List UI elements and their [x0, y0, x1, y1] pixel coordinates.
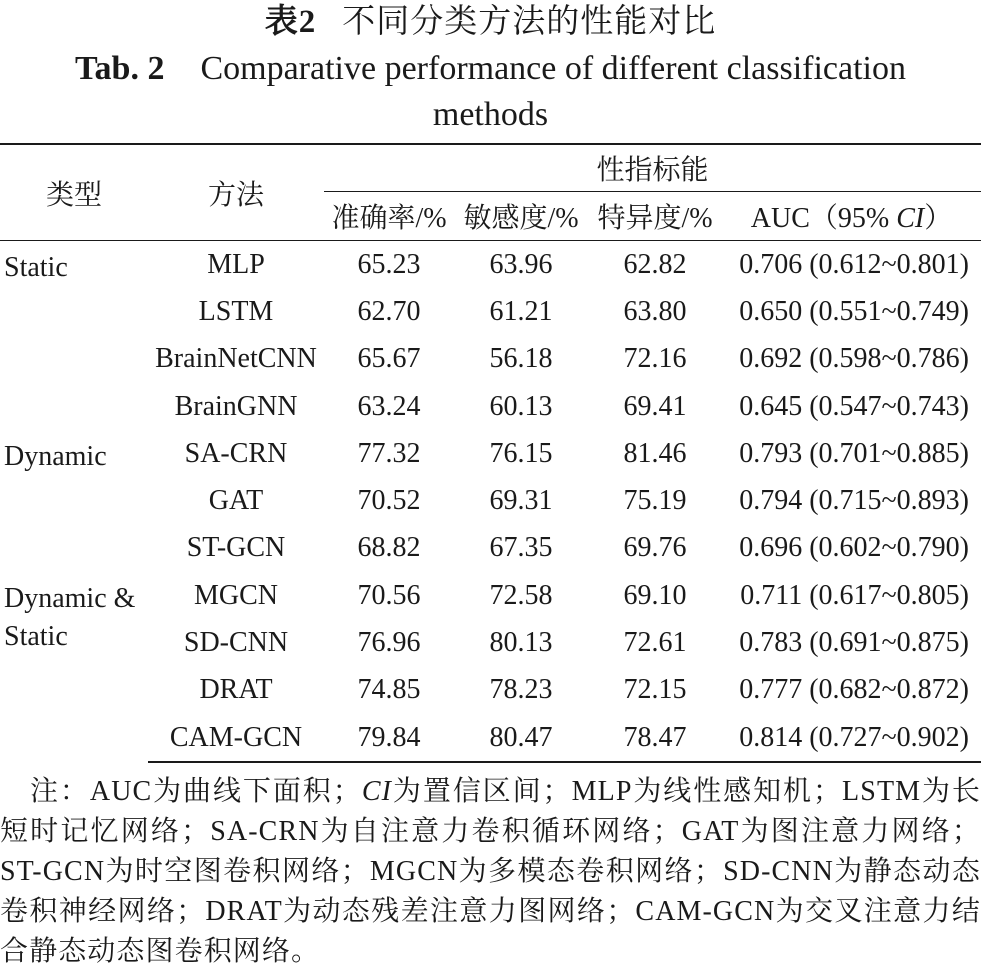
row-specificity: 78.47	[588, 714, 722, 762]
row-specificity: 81.46	[623, 437, 687, 469]
header-auc	[722, 192, 981, 241]
row-method: LSTM	[198, 295, 274, 327]
table-row	[0, 383, 981, 430]
row-auc: 0.794 (0.715~0.893)	[739, 485, 969, 517]
header-specificity: 特异度/%	[588, 192, 722, 241]
table-row	[0, 430, 981, 477]
row-specificity: 75.19	[623, 485, 687, 517]
row-method: ST-GCN	[186, 532, 286, 564]
row-method: BrainGNN	[174, 390, 298, 422]
row-accuracy: 70.52	[357, 485, 421, 517]
table-number-cn: 表2	[264, 4, 317, 40]
table-row	[0, 667, 981, 714]
row-auc: 0.650 (0.551~0.749)	[739, 295, 969, 327]
row-sensitivity: 80.13	[489, 627, 553, 659]
row-specificity: 72.16	[623, 343, 687, 375]
row-specificity: 63.80	[623, 295, 687, 327]
row-method: BrainNetCNN	[155, 343, 317, 375]
row-accuracy: 70.56	[357, 579, 421, 611]
table-row	[0, 572, 981, 619]
row-method: MGCN	[193, 579, 278, 611]
row-sensitivity: 69.31	[489, 485, 553, 517]
row-sensitivity: 67.35	[489, 532, 553, 564]
row-accuracy: 68.82	[357, 532, 421, 564]
row-auc: 0.696 (0.602~0.790)	[739, 532, 969, 564]
row-method: CAM-GCN	[148, 714, 324, 762]
row-auc: 0.706 (0.612~0.801)	[722, 241, 981, 289]
table-number-en: Tab. 2	[75, 50, 165, 87]
row-sensitivity: 63.96	[454, 241, 588, 289]
table-row	[0, 336, 981, 383]
row-accuracy: 65.23	[324, 241, 454, 289]
note-part-2: 为置信区间；MLP为线性感知机；LSTM为长短时记忆网络；SA-CRN为自注意力卷积循环网络；GAT为图注意力网络；ST-GCN为时空图卷积网络；MGCN为多模态卷积网络；SD-CNN为静态动态卷积神经网络；DRAT为动态残差注意力图网络；CAM-GCN为交叉注意力结合静态动态图卷积网络。	[0, 776, 981, 967]
row-sensitivity: 72.58	[489, 579, 553, 611]
note-label: 注：	[30, 776, 90, 807]
row-accuracy: 76.96	[357, 627, 421, 659]
row-specificity: 62.82	[588, 241, 722, 289]
row-sensitivity: 80.47	[454, 714, 588, 762]
header-type: 类型	[0, 144, 148, 241]
row-specificity: 69.41	[623, 390, 687, 422]
row-specificity: 72.61	[623, 627, 687, 659]
row-auc: 0.814 (0.727~0.902)	[722, 714, 981, 762]
row-accuracy: 65.67	[357, 343, 421, 375]
row-auc: 0.692 (0.598~0.786)	[739, 343, 969, 375]
note-part-1: AUC为曲线下面积；	[89, 776, 362, 807]
row-auc: 0.777 (0.682~0.872)	[739, 674, 969, 706]
row-sensitivity: 56.18	[489, 343, 553, 375]
table-row	[0, 714, 981, 762]
row-type-dynamic: Dynamic	[4, 441, 107, 473]
header-accuracy: 准确率/%	[324, 192, 454, 241]
row-specificity: 69.76	[623, 532, 687, 564]
table-title-cn	[0, 0, 981, 42]
table-note	[0, 772, 981, 972]
row-method: MLP	[148, 241, 324, 289]
table-title-en	[0, 46, 981, 138]
row-sensitivity: 78.23	[489, 674, 553, 706]
row-auc: 0.645 (0.547~0.743)	[739, 390, 969, 422]
header-metrics-group: 性指标能	[324, 144, 981, 192]
row-accuracy: 63.24	[357, 390, 421, 422]
table-row	[0, 619, 981, 666]
header-auc-prefix: AUC（95%	[750, 203, 897, 234]
row-method: SD-CNN	[183, 627, 289, 659]
header-auc-suffix: ）	[924, 203, 953, 234]
table-title-cn-text: 不同分类方法的性能对比	[342, 4, 717, 40]
row-method: DRAT	[199, 674, 273, 706]
note-ci: CI	[361, 776, 393, 807]
row-accuracy: 74.85	[357, 674, 421, 706]
table-row	[0, 477, 981, 524]
row-sensitivity: 61.21	[489, 295, 553, 327]
row-type-dynamic-static: Dynamic & Static	[4, 583, 136, 653]
header-method: 方法	[148, 144, 324, 241]
row-sensitivity: 76.15	[489, 437, 553, 469]
header-auc-ci: CI	[896, 203, 925, 234]
row-specificity: 72.15	[623, 674, 687, 706]
row-type-static: Static	[0, 241, 148, 431]
table-row	[0, 241, 981, 289]
header-sensitivity: 敏感度/%	[454, 192, 588, 241]
table-row	[0, 525, 981, 572]
table-row	[0, 288, 981, 335]
row-sensitivity: 60.13	[489, 390, 553, 422]
row-auc: 0.793 (0.701~0.885)	[739, 437, 969, 469]
row-specificity: 69.10	[623, 579, 687, 611]
row-accuracy: 79.84	[324, 714, 454, 762]
row-accuracy: 77.32	[357, 437, 421, 469]
row-accuracy: 62.70	[357, 295, 421, 327]
row-method: GAT	[208, 485, 264, 517]
row-auc: 0.783 (0.691~0.875)	[739, 627, 969, 659]
performance-table	[0, 143, 981, 763]
row-auc: 0.711 (0.617~0.805)	[740, 579, 969, 611]
row-method: SA-CRN	[184, 437, 288, 469]
table-title-en-text: Comparative performance of different classification methods	[200, 50, 906, 133]
